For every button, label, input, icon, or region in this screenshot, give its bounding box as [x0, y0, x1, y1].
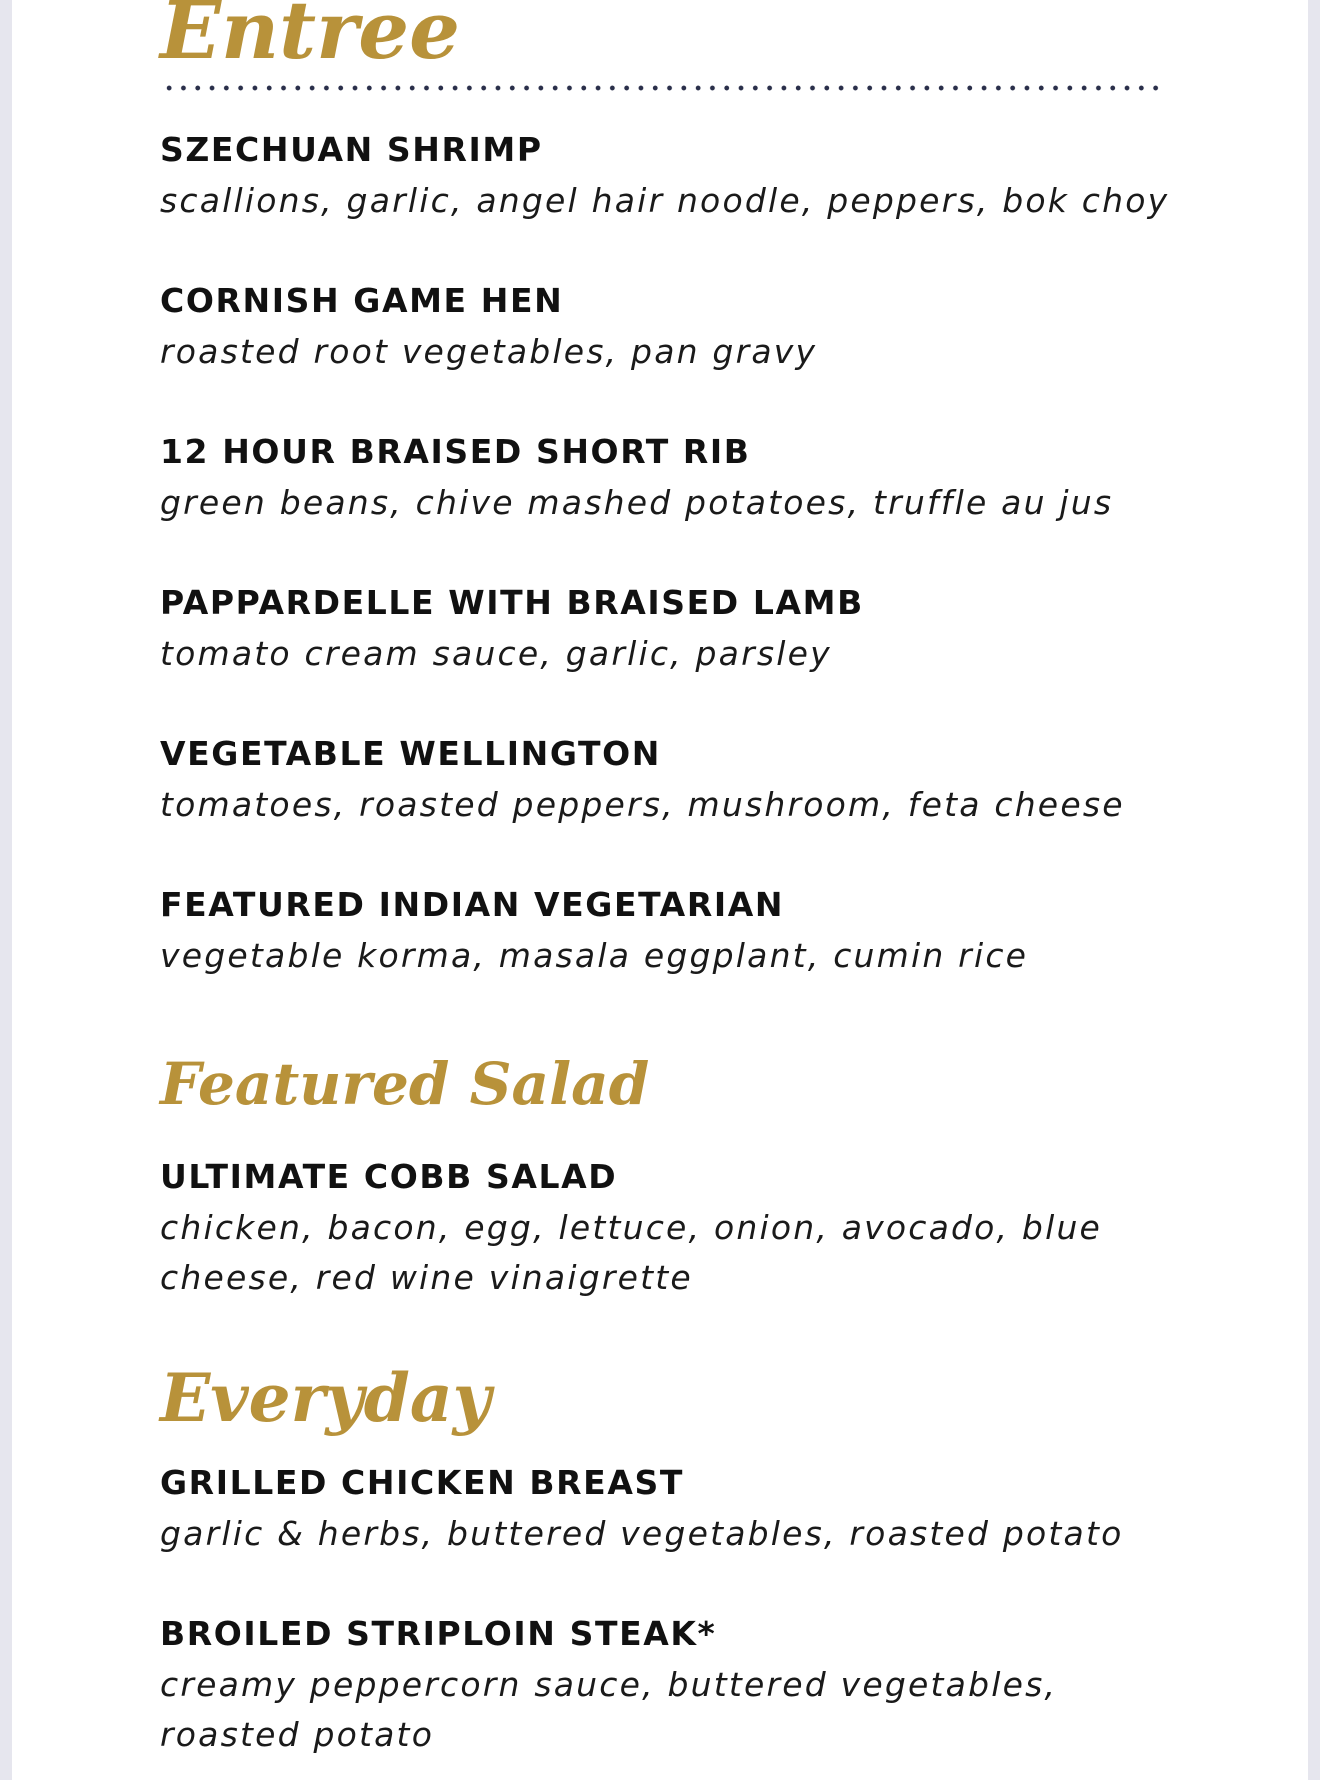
item-description: vegetable korma, masala eggplant, cumin rice [160, 936, 1029, 975]
item-name: BROILED STRIPLOIN STEAK* [160, 1614, 717, 1653]
menu-item-cornish-game-hen [160, 281, 1210, 377]
menu-item-grilled-chicken [160, 1463, 1210, 1559]
section-title-everyday: Everyday [160, 1359, 492, 1437]
item-description: green beans, chive mashed potatoes, truffle au jus [160, 483, 1114, 522]
item-description: creamy peppercorn sauce, buttered vegetables, roasted potato [160, 1665, 1058, 1754]
item-name: 12 HOUR BRAISED SHORT RIB [160, 432, 751, 471]
item-description: roasted root vegetables, pan gravy [160, 332, 818, 371]
item-description: tomato cream sauce, garlic, parsley [160, 634, 832, 673]
menu-item-indian-vegetarian [160, 885, 1210, 981]
item-description: tomatoes, roasted peppers, mushroom, feta cheese [160, 785, 1125, 824]
item-name: CORNISH GAME HEN [160, 281, 564, 320]
item-description: scallions, garlic, angel hair noodle, peppers, bok choy [160, 181, 1170, 220]
item-name: FEATURED INDIAN VEGETARIAN [160, 885, 785, 924]
menu-page [12, 0, 1308, 1780]
item-name: SZECHUAN SHRIMP [160, 130, 543, 169]
section-title-entree: Entree [160, 0, 461, 77]
menu-item-szechuan-shrimp [160, 130, 1210, 226]
menu-item-striploin-steak [160, 1614, 1060, 1760]
item-name: PAPPARDELLE WITH BRAISED LAMB [160, 583, 864, 622]
dotted-divider [162, 84, 1165, 92]
menu-item-pappardelle [160, 583, 1210, 679]
menu-item-braised-short-rib [160, 432, 1210, 528]
menu-item-cobb-salad [160, 1157, 1200, 1303]
menu-item-vegetable-wellington [160, 734, 1210, 830]
item-name: VEGETABLE WELLINGTON [160, 734, 661, 773]
item-description: chicken, bacon, egg, lettuce, onion, avocado, blue cheese, red wine vinaigrette [160, 1208, 1103, 1297]
section-title-featured-salad: Featured Salad [160, 1050, 650, 1118]
item-name: ULTIMATE COBB SALAD [160, 1157, 618, 1196]
item-name: GRILLED CHICKEN BREAST [160, 1463, 684, 1502]
item-description: garlic & herbs, buttered vegetables, roasted potato [160, 1514, 1124, 1553]
